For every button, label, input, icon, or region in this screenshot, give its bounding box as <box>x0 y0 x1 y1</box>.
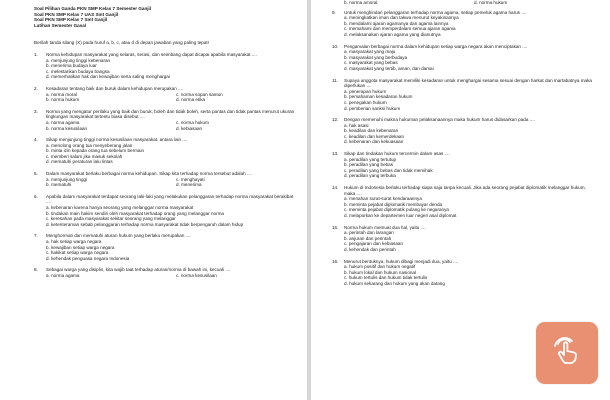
question-row <box>332 151 596 157</box>
answer-option: b. peradilan yang bebas <box>344 162 394 168</box>
answer-option: a. hukum positif dan hukum negatif <box>344 264 416 270</box>
question-number: 12. <box>332 117 339 123</box>
answer-option: a. norma moral <box>46 91 77 97</box>
answer-options <box>344 230 596 252</box>
question-text: Sikap dan tindakan hukum tercermin dalam asas .... <box>344 151 450 157</box>
answer-option: a. hak setiap warga negara <box>46 239 102 244</box>
answer-options <box>344 89 596 111</box>
question-row <box>34 194 298 205</box>
answer-option: d. peradilan yang terbuka <box>344 173 396 179</box>
answer-option: a. menjunjung tinggi kebenaran <box>46 57 111 63</box>
question-number: 6. <box>34 193 38 199</box>
answer-option: b. minta izin kepada orang tua sebelum bermain <box>46 148 145 154</box>
answer-option: a. menjunjung tinggi <box>46 176 88 182</box>
answer-options <box>344 49 596 71</box>
tap-button[interactable] <box>536 322 598 384</box>
question-item <box>332 117 596 145</box>
answer-option: c. memberi salam jika masuk sekolah <box>46 153 123 159</box>
question-item <box>34 267 298 278</box>
question-text: Untuk menghindari pelanggaran terhadap norma agama, setiap pemeluk agama harus .... <box>344 9 527 15</box>
answer-option: c. norma hukum <box>176 119 209 125</box>
answer-option: a. perintah dan larangan <box>344 230 394 236</box>
answer-option: a. norma agama <box>46 119 80 125</box>
question-item <box>332 225 596 253</box>
question-row <box>332 78 596 89</box>
answer-option: a. kebenaran karena hanya seorang yang melanggar norma masyarakat <box>46 205 194 211</box>
question-number: 8. <box>34 267 38 273</box>
answer-option: d. norma etika <box>176 97 206 103</box>
question-item <box>332 259 596 287</box>
question-row <box>34 137 298 143</box>
answer-option: c. hukum tertulis dan hukum tidak tertulis <box>344 275 428 281</box>
question-number: 14. <box>332 185 339 191</box>
answer-option: d. kebiasaan <box>176 125 203 131</box>
answer-option: c. keresahan pada masyarakat sekitar seorang yang melanggar <box>46 216 176 222</box>
question-number: 1. <box>34 51 38 57</box>
question-item <box>332 10 596 38</box>
answer-option: a. menolong orang tua menyeberang jalan <box>46 142 133 148</box>
question-row <box>332 185 596 196</box>
answer-option: a. norma agama <box>46 272 80 278</box>
answer-option: c. hakikat setiap warga negara <box>46 250 109 256</box>
answer-options <box>344 15 596 37</box>
continued-options <box>344 0 596 6</box>
question-text: Sikap menjunjung tinggi norma kesusilaan masyarakat, antara lain .... <box>46 137 188 143</box>
answer-option: c. keadilan dan kemerdekaan <box>344 133 405 139</box>
question-list-left <box>34 52 298 279</box>
question-text: Pengamalan berbagai norma dalam kehidupan setiap warga negara akan menciptakan .... <box>344 43 528 49</box>
answer-options <box>46 58 298 80</box>
question-row <box>34 109 298 120</box>
question-number: 16. <box>332 258 339 264</box>
answer-option: d. kebenaran dan kekuasaan <box>344 139 404 145</box>
question-item <box>34 137 298 165</box>
answer-option: b. keadilan dan kebenaran <box>344 128 399 134</box>
answer-option: c. norma sopan santun <box>176 91 223 97</box>
question-number: 7. <box>34 233 38 239</box>
question-number: 11. <box>332 77 339 83</box>
answer-option: a. penerapan hukum <box>344 88 387 94</box>
answer-option: b. norma amoral <box>344 0 378 5</box>
answer-option: c. menghayati <box>176 176 205 182</box>
answer-option: c. melestarikan budaya bangsa <box>46 68 110 74</box>
answer-options <box>46 205 298 227</box>
answer-option: d. kehendak penguasa negara Indonesia <box>46 255 130 261</box>
question-text: Norma yang mengatur perilaku yang baik dan buruk, boleh dan tidak boleh, serta pantas dan tidak pantas menurut ukuran lingkungan masyarakat tertentu biasa disebut .... <box>46 108 295 120</box>
answer-option: b. tindakan main hakim sendiri oleh masyarakat terhadap orang yang melanggar norma <box>46 210 224 216</box>
answer-option: d. norma hukum <box>474 0 508 5</box>
answer-option: b. masyarakat yang berbudaya <box>344 54 408 60</box>
question-number: 9. <box>332 9 336 15</box>
answer-option: c. peradilan yang bebas dan tidak memihak <box>344 167 433 173</box>
answer-options <box>46 273 298 279</box>
answer-option: a. meningkatkan iman dan takwa menurut keyakinannya <box>344 15 459 21</box>
question-item <box>332 151 596 179</box>
answer-option: b. mematuhi <box>46 182 72 188</box>
answer-option: c. pengajaran dan kebiasaan <box>344 241 403 247</box>
header-line: Soal PKN SMP Kelas 7 Smt Ganjil <box>34 17 108 23</box>
question-number: 13. <box>332 151 339 157</box>
answer-option: b. mendalami ajaran agamanya dan agama lainnya <box>344 20 449 26</box>
answer-option: d. memerhatikan hak dan kewajiban serta saling menghargai <box>46 74 170 80</box>
question-number: 10. <box>332 43 339 49</box>
question-row <box>34 52 298 58</box>
page-divider <box>307 0 311 400</box>
answer-option: d. hukum sekarang dan hukum yang akan datang <box>344 280 445 286</box>
question-text: Dengan memenuhi makna hukuman pelaksanaannya maka hukum harus didasarkan pada .... <box>344 117 535 123</box>
question-text: Hukum di Indonesia berlaku terhadap siapa saja tanpa kecuali. Jika ada seorang pejabat diplomatik melanggar hukum, maka .... <box>344 185 586 196</box>
question-text: Apabila dalam masyarakat terdapat seorang laki-laki yang melakukan pelanggaran terhadap norma masyarakat berakibat .... <box>46 193 294 205</box>
answer-option: d. pemberian sanksi hukum <box>344 105 401 111</box>
question-item <box>34 52 298 80</box>
answer-option: d. melaporkan ke departemen luar negeri asal diplomat <box>344 213 457 218</box>
answer-options <box>344 264 596 286</box>
answer-option: a. menahan surat-surat kendaraannya <box>344 196 422 202</box>
answer-option: c. memahami dan memperdalam semua ajaran agama <box>344 26 456 32</box>
question-text: Menurut bentuknya, hukum dibagi menjadi dua, yaitu .... <box>344 258 459 264</box>
question-text: Supaya anggota masyarakat memiliki kesadaran untuk menghargai sesama sesuai dengan harkat dan martabatnya maka diperlukan .... <box>344 77 592 89</box>
question-text: Menghormati dan mematuhi aturan hukum yang berlaku merupakan .... <box>46 233 191 239</box>
question-number: 4. <box>34 137 38 143</box>
question-list-right <box>332 10 596 287</box>
hand-pointer-icon <box>549 333 585 374</box>
question-item <box>34 86 298 103</box>
answer-option: a. masyarakat yang maju <box>344 49 396 55</box>
answer-option: b. meminta pejabat diplomatik membayar denda <box>344 201 443 207</box>
question-item <box>332 78 596 112</box>
answer-option: a. hak asasi <box>344 122 369 128</box>
answer-option: b. menerima budaya luar <box>46 63 97 69</box>
answer-option: c. masyarakat yang bebas <box>344 60 398 66</box>
answer-options <box>46 239 298 261</box>
question-row <box>332 117 596 123</box>
answer-option: c. penegakan hukum <box>344 99 387 105</box>
answer-option: d. menerima <box>176 182 202 188</box>
answer-option: b. anjuran dan perintah <box>344 235 392 241</box>
question-number: 2. <box>34 85 38 91</box>
question-text: Norma kehidupan masyarakat yang selaras, serasi, dan seimbang dapat dicapai apabila masyarakat .... <box>46 51 257 57</box>
header-line: Latihan Semester Gasal <box>34 22 87 28</box>
answer-option: c. norma kesusilaan <box>176 272 217 278</box>
answer-option: b. pemahaman kesadaran hukum <box>344 94 413 100</box>
answer-options <box>46 120 298 131</box>
answer-option: d. masyarakat yang tertib, aman, dan damai <box>344 65 434 71</box>
question-item <box>34 109 298 131</box>
question-text: Kesadaran tentang baik dan buruk dalam kehidupan merupakan .... <box>46 85 184 91</box>
answer-option: c. meminta pejabat diplomatik pulang ke negaranya <box>344 207 449 213</box>
question-item <box>34 194 298 228</box>
question-text: Norma hukum memuat dua hal, yaitu .... <box>344 224 426 230</box>
document-header <box>34 6 298 28</box>
answer-option: b. norma kesusilaan <box>46 125 88 131</box>
answer-option: d. melaksanakan ajaran agama yang dianutnya <box>344 31 441 37</box>
answer-option: b. kewajiban setiap warga negara <box>46 244 115 250</box>
question-number: 5. <box>34 171 38 177</box>
instruction-text: Berilah tanda silang (X) pada huruf a, b, c, atau d di depan jawaban yang paling tepat! <box>34 40 209 46</box>
answer-options <box>46 92 298 103</box>
question-text: Dalam masyarakat berlaku berbagai norma kehidupan. Sikap kita terhadap norma tersebut adalah .... <box>46 171 253 177</box>
question-item <box>332 44 596 72</box>
question-item <box>34 171 298 188</box>
answer-option: b. hukum lokal dan hukum nasional <box>344 269 417 275</box>
answer-option: d. kehendak dan perintah <box>344 246 396 252</box>
answer-option: d. mematuhi peraturan lalu lintas <box>46 159 113 165</box>
question-text: Sebagai warga yang disiplin, kita wajib taat terhadap aturan/norma di bawah ini, kecuali .... <box>46 267 231 273</box>
answer-options <box>344 196 596 218</box>
answer-options <box>344 123 596 145</box>
question-number: 3. <box>34 108 38 114</box>
document-page-left <box>14 0 306 400</box>
question-number: 15. <box>332 224 339 230</box>
question-item <box>34 233 298 261</box>
answer-option: d. ketenteraman sebab pelanggaran terhadap norma masyarakat tidak berpengaruh dalam hidup <box>46 221 244 227</box>
question-item <box>332 185 596 219</box>
answer-options <box>46 177 298 188</box>
header-line: Soal PKN SMP Kelas 7 UAS Smt Ganjil <box>34 11 119 17</box>
answer-options <box>344 157 596 179</box>
answer-option: a. peradilan yang tertutup <box>344 156 397 162</box>
answer-options <box>46 143 298 165</box>
header-line: Soal Pilihan Ganda PKN SMP Kelas 7 Semester Ganjil <box>34 6 152 11</box>
answer-option: b. norma hukum <box>46 97 80 103</box>
